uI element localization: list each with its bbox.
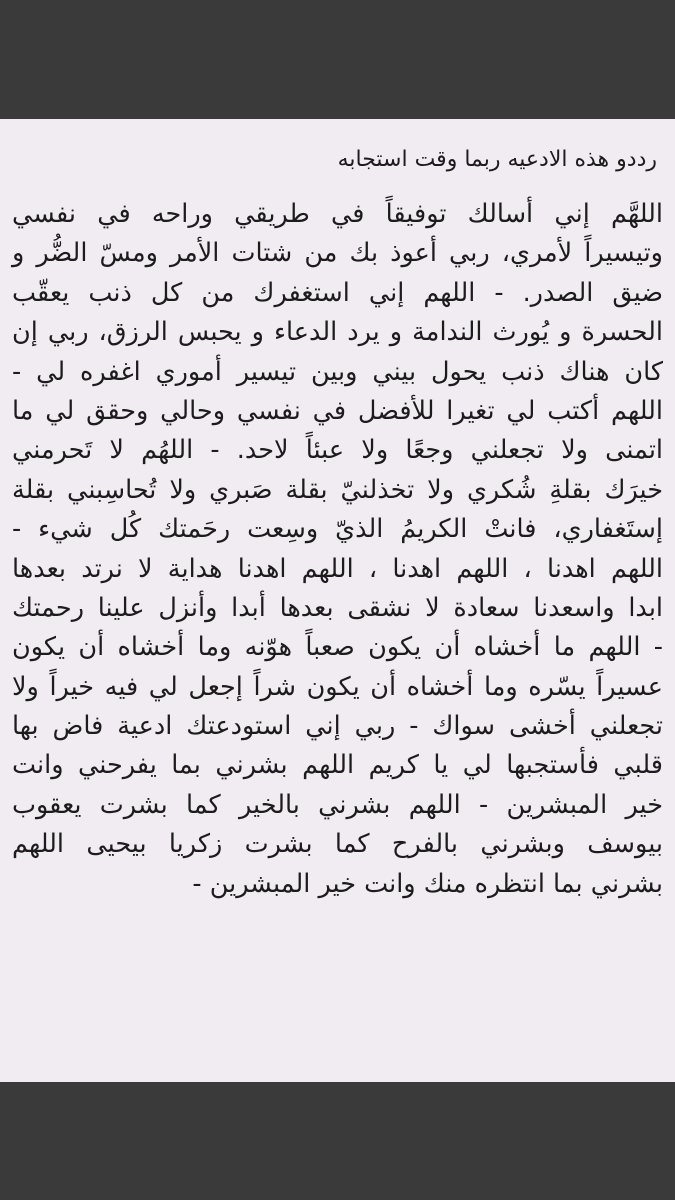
text-line: اللهَّم إني أسالك توفيقاً في طريقي وراحه في نفسي — [12, 199, 663, 229]
text-line: تجعلني أخشى سواك - ربي إني استودعتك ادعية فاض بها — [12, 711, 663, 742]
text-line: اتمنى ولا تجعلني وجعًا ولا عبئاً لاحد. - اللهُم لا تَحرمني — [12, 435, 663, 466]
text-line: الحسرة و يُورث الندامة و يرد الدعاء و يحبس الرزق، ربي إن — [12, 317, 663, 348]
text-line: بيوسف وبشرني بالفرح كما بشرت زكريا بيحيى اللهم — [12, 829, 663, 860]
heading: رددو هذه الادعيه ربما وقت استجابه — [337, 147, 657, 172]
text-line: ابدا واسعدنا سعادة لا نشقى بعدها أبدا وأنزل علينا رحمتك — [12, 592, 663, 623]
paper-document — [0, 119, 675, 1082]
text-line: خير المبشرين - اللهم بشرني بالخير كما بشرت يعقوب — [12, 789, 663, 820]
text-line: إستَغفاري، فانتْ الكريمُ الذيّ وسِعت رحَمتك كُل شيء - — [12, 514, 663, 545]
prayer-text — [12, 141, 663, 904]
text-line: وتيسيراً لأمري، ربي أعوذ بك من شتات الأمر ومسّ الضُّر و — [12, 238, 663, 269]
text-line: اللهم اهدنا ، اللهم اهدنا ، اللهم اهدنا هداية لا نرتد بعدها — [12, 553, 663, 584]
text-line: - اللهم ما أخشاه أن يكون صعباً هوّنه وما أخشاه أن يكون — [12, 632, 663, 663]
body-lines — [12, 195, 663, 904]
text-line: ضيق الصدر. - اللهم إني استغفرك من كل ذنب يعقّب — [12, 277, 663, 308]
text-line: عسيراً يسّره وما أخشاه أن يكون شراً إجعل لي فيه خيراً ولا — [12, 671, 663, 702]
text-line: خيرَك بقلةِ شُكري ولا تخذلنيّ بقلة صَبري ولا تُحاسِبني بقلة — [12, 474, 663, 505]
text-line: اللهم أكتب لي تغيرا للأفضل في نفسي وحالي وحقق لي ما — [12, 395, 663, 426]
text-line: بشرني بما انتظره منك وانت خير المبشرين - — [192, 868, 663, 899]
text-line: كان هناك ذنب يحول بيني وبين تيسير أموري اغفره لي - — [12, 356, 663, 387]
text-line: قلبي فأستجبها لي يا كريم اللهم بشرني بما يفرحني وانت — [12, 750, 663, 781]
